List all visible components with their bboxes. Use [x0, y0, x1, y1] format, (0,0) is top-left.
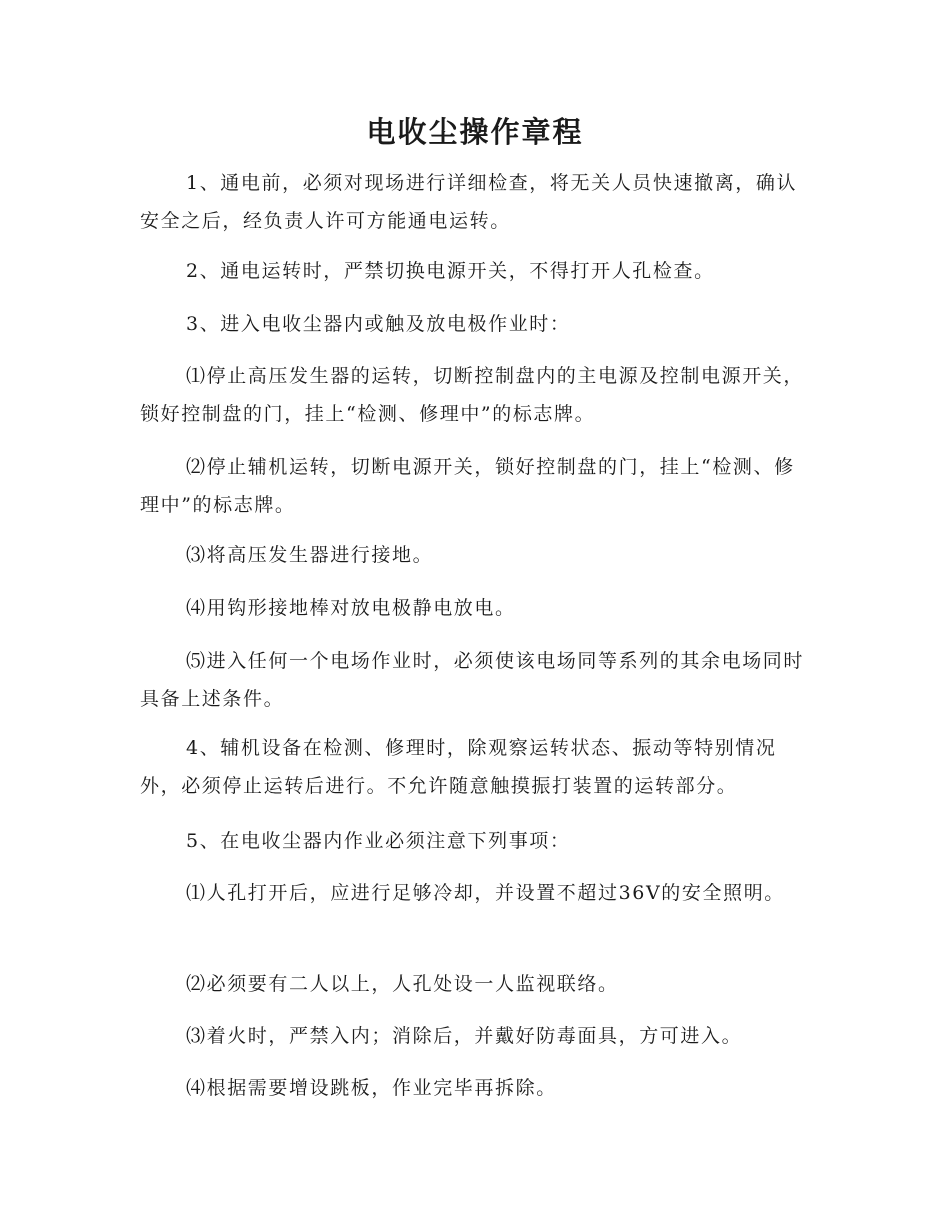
- paragraph-3: 3、进入电收尘器内或触及放电极作业时：: [186, 313, 571, 335]
- paragraph-5-3: ⑶着火时，严禁入内；消除后，并戴好防毒面具，方可进入。: [186, 1025, 743, 1047]
- paragraph-3-3: ⑶将高压发生器进行接地。: [186, 544, 434, 566]
- paragraph-3-5: ⑸进入任何一个电场作业时，必须使该电场同等系列的其余电场同时具备上述条件。: [140, 650, 805, 710]
- paragraph-2: 2、通电运转时，严禁切换电源开关，不得打开人孔检查。: [186, 260, 715, 282]
- paragraph-5-1: ⑴人孔打开后，应进行足够冷却，并设置不超过36V的安全照明。: [186, 882, 785, 904]
- paragraph-1: 1、通电前，必须对现场进行详细检查，将无关人员快速撤离，确认安全之后，经负责人许可方能通电运转。: [140, 172, 798, 232]
- paragraph-5-4: ⑷根据需要增设跳板，作业完毕再拆除。: [186, 1077, 557, 1099]
- paragraph-5: 5、在电收尘器内作业必须注意下列事项：: [186, 830, 571, 852]
- paragraph-4: 4、辅机设备在检测、修理时，除观察运转状态、振动等特别情况外，必须停止运转后进行。不允许随意触摸振打装置的运转部分。: [140, 737, 777, 797]
- document-title: 电收尘操作章程: [366, 115, 584, 149]
- paragraph-5-2: ⑵必须要有二人以上，人孔处设一人监视联络。: [186, 973, 619, 995]
- paragraph-3-1: ⑴停止高压发生器的运转，切断控制盘内的主电源及控制电源开关，锁好控制盘的门，挂上“检测、修理中”的标志牌。: [140, 365, 805, 425]
- paragraph-3-2: ⑵停止辅机运转，切断电源开关，锁好控制盘的门，挂上“检测、修理中”的标志牌。: [140, 456, 795, 516]
- paragraph-3-4: ⑷用钩形接地棒对放电极静电放电。: [186, 597, 516, 619]
